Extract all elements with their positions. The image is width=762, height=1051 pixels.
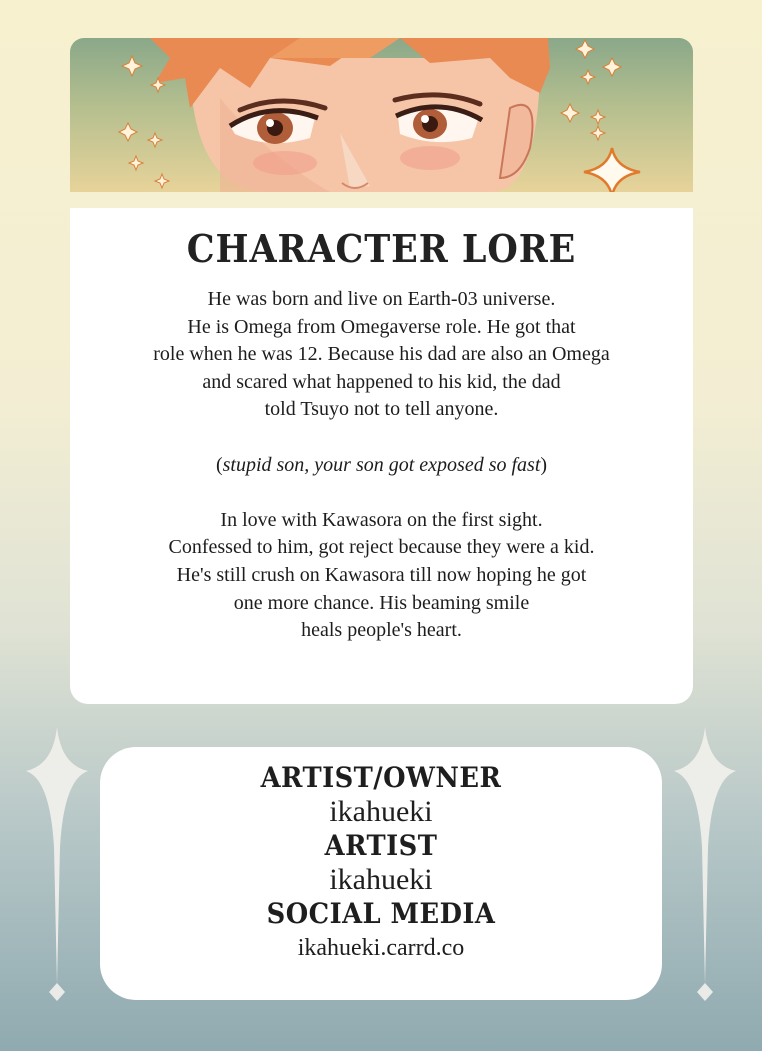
lore-line: and scared what happened to his kid, the dad [202, 370, 561, 393]
lore-line: told Tsuyo not to tell anyone. [264, 398, 499, 421]
aside-italic-text: stupid son, your son got exposed so fast [222, 453, 541, 476]
artist-value: ikahueki [329, 863, 433, 896]
lore-line: He was born and live on Earth-03 universe. [207, 288, 556, 310]
artist-label: ARTIST [324, 829, 438, 862]
lore-line: role when he was 12. Because his dad are also an Omega [153, 343, 610, 366]
credits-card [100, 747, 662, 1000]
artist-owner-value: ikahueki [329, 795, 433, 828]
artist-owner-label: ARTIST/OWNER [260, 761, 502, 794]
aside-open-paren: ( [215, 453, 223, 476]
right-sparkle-icon [672, 727, 738, 1003]
lore-line: In love with Kawasora on the first sight. [220, 508, 543, 531]
lore-line: one more chance. His beaming smile [233, 591, 530, 614]
credits-list [100, 761, 662, 965]
lore-line: heals people's heart. [301, 619, 462, 642]
lore-aside [80, 452, 683, 480]
left-sparkle-icon [24, 727, 90, 1003]
lore-line: Confessed to him, got reject because they were a kid. [168, 536, 595, 559]
character-portrait-banner [70, 38, 693, 192]
social-media-link[interactable]: ikahueki.carrd.co [297, 935, 465, 961]
lore-title: CHARACTER LORE [186, 226, 577, 271]
aside-close-paren: ) [540, 453, 548, 476]
character-face-illustration [70, 38, 693, 192]
character-lore-card [70, 208, 693, 704]
lore-body [80, 286, 683, 645]
lore-line: He is Omega from Omegaverse role. He got that [187, 315, 576, 338]
social-media-label: SOCIAL MEDIA [266, 897, 496, 930]
lore-line: He's still crush on Kawasora till now hoping he got [176, 563, 587, 586]
